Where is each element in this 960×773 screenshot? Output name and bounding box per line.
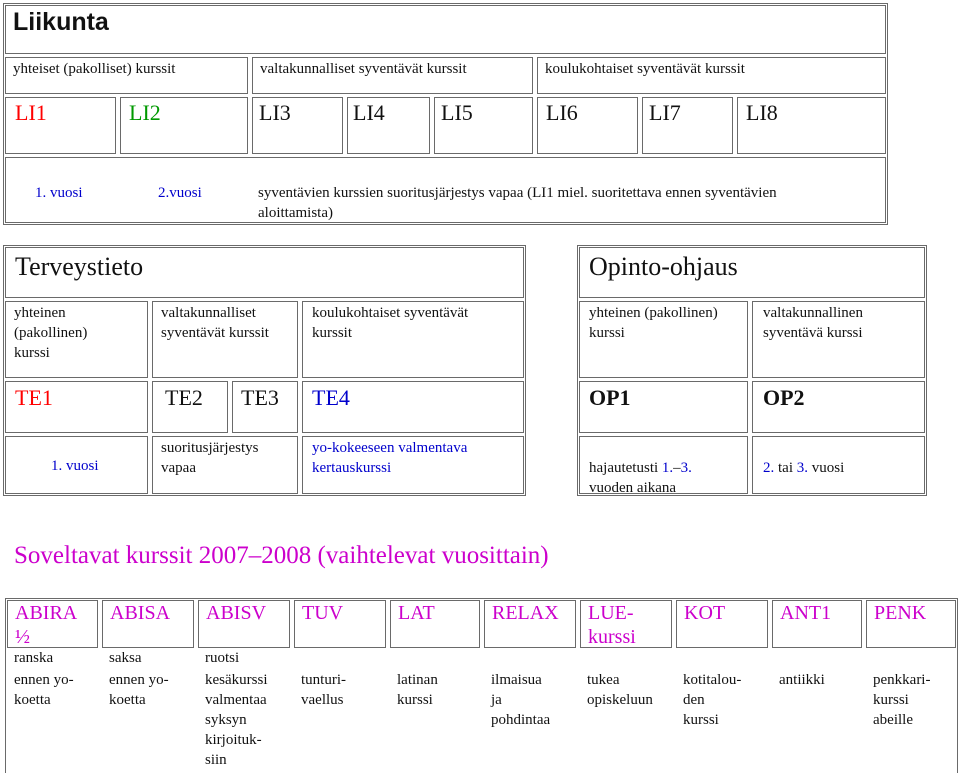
kot-details — [676, 648, 768, 773]
op1-note-to: 3. — [680, 460, 692, 476]
course-op2: OP2 — [752, 381, 925, 433]
course-op1: OP1 — [579, 381, 748, 433]
terveystieto-category-compulsory: yhteinen (pakollinen) kurssi — [5, 301, 148, 378]
course-kot: KOT — [676, 600, 768, 648]
ant1-description: antiikki — [779, 672, 825, 688]
op2-note-middle: tai — [774, 460, 797, 476]
course-li4: LI4 — [347, 97, 430, 154]
course-te1: TE1 — [5, 381, 148, 433]
course-li1: LI1 — [5, 97, 116, 154]
terveystieto-category-school: koulukohtaiset syventävät kurssit — [302, 301, 524, 378]
opinto-ohjaus-op2-note — [752, 436, 925, 494]
terveystieto-year-1: 1. vuosi — [5, 436, 148, 494]
op2-note-suffix: vuosi — [808, 460, 845, 476]
course-abisv: ABISV — [198, 600, 290, 648]
terveystieto-order-note: suoritusjärjestys vapaa — [152, 436, 298, 494]
course-lue: LUE- kurssi — [580, 600, 672, 648]
liikunta-category-school: koulukohtaiset syventävät kurssit — [537, 57, 886, 94]
op1-note-from: 1. — [661, 460, 674, 476]
course-li8: LI8 — [737, 97, 886, 154]
op2-note-first: 2. — [763, 460, 775, 476]
opinto-ohjaus-category-compulsory: yhteinen (pakollinen) kurssi — [579, 301, 748, 378]
course-abira: ABIRA ½ — [7, 600, 98, 648]
liikunta-notes-row — [5, 157, 886, 223]
opinto-ohjaus-title: Opinto-ohjaus — [579, 247, 925, 298]
liikunta-order-note: syventävien kurssien suoritusjärjestys vapaa (LI1 miel. suoritettava ennen syventävien aloittamista) — [258, 185, 777, 221]
abisv-language: ruotsi — [205, 650, 240, 666]
abira-details — [7, 648, 98, 773]
relax-details — [484, 648, 576, 773]
course-li6: LI6 — [537, 97, 638, 154]
course-lat: LAT — [390, 600, 480, 648]
tuv-details — [294, 648, 386, 773]
abisa-details — [102, 648, 194, 773]
lat-details — [390, 648, 480, 773]
course-penk: PENK — [866, 600, 956, 648]
terveystieto-category-national: valtakunnalliset syventävät kurssit — [152, 301, 298, 378]
op1-note-prefix: hajautetusti — [589, 460, 662, 476]
ant1-details — [772, 648, 862, 773]
terveystieto-te4-note: yo-kokeeseen valmentava kertauskurssi — [302, 436, 524, 494]
abira-description: ennen yo- koetta — [14, 672, 74, 708]
abisv-details — [198, 648, 290, 773]
liikunta-year-1: 1. vuosi — [35, 185, 83, 201]
penk-description: penkkari- kurssi abeille — [873, 672, 931, 728]
course-li5: LI5 — [434, 97, 533, 154]
liikunta-title: Liikunta — [5, 5, 886, 54]
abira-language: ranska — [14, 650, 54, 666]
course-te4: TE4 — [302, 381, 524, 433]
course-ant1: ANT1 — [772, 600, 862, 648]
abisv-description: kesäkurssi valmentaa syksyn kirjoituk- siin — [205, 672, 268, 768]
lue-description: tukea opiskeluun — [587, 672, 653, 708]
opinto-ohjaus-op1-note — [579, 436, 748, 494]
kot-description: kotitalou- den kurssi — [683, 672, 742, 728]
liikunta-year-2: 2.vuosi — [158, 185, 202, 201]
course-tuv: TUV — [294, 600, 386, 648]
course-li3: LI3 — [252, 97, 343, 154]
relax-description: ilmaisua ja pohdintaa — [491, 672, 551, 728]
terveystieto-title: Terveystieto — [5, 247, 524, 298]
liikunta-category-national: valtakunnalliset syventävät kurssit — [252, 57, 533, 94]
penk-details — [866, 648, 956, 773]
soveltavat-title: Soveltavat kurssit 2007–2008 (vaihtelevat vuosittain) — [14, 542, 549, 569]
liikunta-category-compulsory: yhteiset (pakolliset) kurssit — [5, 57, 248, 94]
course-li7: LI7 — [642, 97, 733, 154]
course-te2: TE2 — [152, 381, 228, 433]
abisa-language: saksa — [109, 650, 142, 666]
course-li2: LI2 — [120, 97, 248, 154]
lat-description: latinan kurssi — [397, 672, 438, 708]
opinto-ohjaus-category-national: valtakunnallinen syventävä kurssi — [752, 301, 925, 378]
op1-note-dash: – — [673, 460, 681, 476]
lue-details — [580, 648, 672, 773]
op1-note-suffix: vuoden aikana — [589, 480, 677, 496]
course-relax: RELAX — [484, 600, 576, 648]
op2-note-second: 3. — [796, 460, 808, 476]
course-te3: TE3 — [232, 381, 298, 433]
tuv-description: tunturi- vaellus — [301, 672, 346, 708]
course-abisa: ABISA — [102, 600, 194, 648]
abisa-description: ennen yo- koetta — [109, 672, 169, 708]
